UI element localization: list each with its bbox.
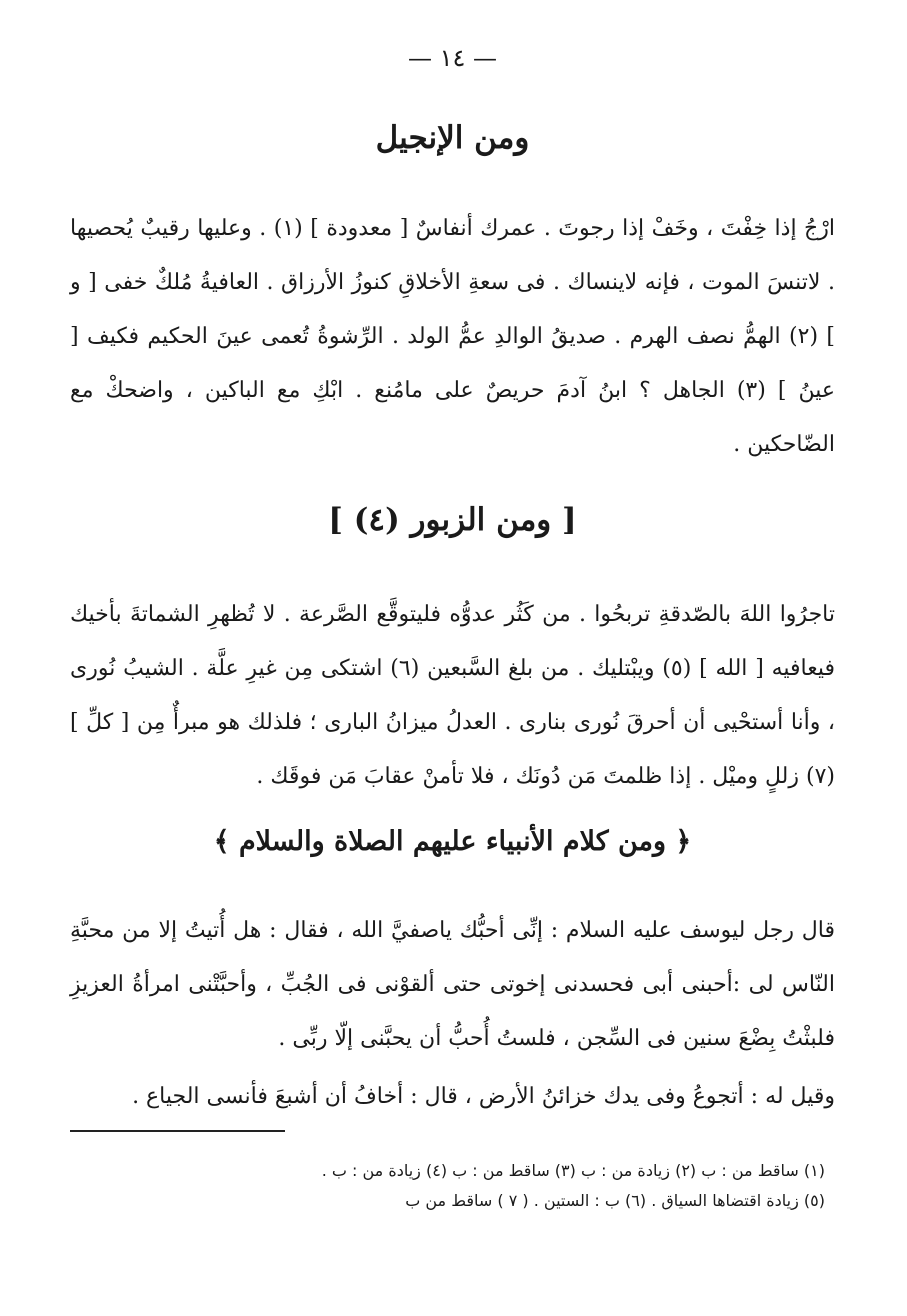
footnote-line-2: (٥) زيادة اقتضاها السياق . (٦) ب : الستين . ( ٧ ) ساقط من ب [405, 1191, 825, 1210]
section-title-injil: ومن الإنجيل [375, 120, 530, 156]
paragraph-hunger: وقيل له : أتجوعُ وفى يدك خزائنُ الأرض ، قال : أخافُ أن أشبعَ فأنسى الجياع . [132, 1084, 835, 1109]
footnote-line-1: (١) ساقط من : ب (٢) زيادة من : ب (٣) ساقط من : ب (٤) زيادة من : ب . [321, 1161, 825, 1180]
section-title-prophets: ﴿ ومن كلام الأنبياء عليهم الصلاة والسلام ﴾ [213, 826, 692, 857]
footnotes [70, 1156, 825, 1216]
paragraph-yusuf: قال رجل ليوسف عليه السلام : إنِّى أحبُّك ياصفيَّ الله ، فقال : هل أُتيتُ إلا من محبَّةِ النّاس لى :أحبنى أبى فحسدنى إخوتى حتى ألقوْنى فى الجُبِّ ، وأحبَّتْنى امرأةُ العزيزِ فلبثْتُ بِضْعَ سنين فى السِّجن ، فلستُ أُحبُّ أن يحبَّنى إلّا ربِّى . [70, 918, 835, 1051]
footnote-rule [70, 1130, 285, 1132]
page-number: — ١٤ — [407, 44, 498, 72]
section-title-zabur: [ ومن الزبور (٤) ] [328, 502, 577, 538]
paragraph-injil: ارْجُ إذا خِفْتَ ، وخَفْ إذا رجوتَ . عمرك أنفاسٌ [ معدودة ] (١) . وعليها رقيبٌ يُحصيها . لاتنسَ الموت ، فإنه لاينساك . فى سعةِ الأخلاقِ كنوزُ الأرزاق . العافيةُ مُلكٌ خفى [ و ] (٢) الهمُّ نصف الهرم . صديقُ الوالدِ عمُّ الولد . الرِّشوةُ تُعمى عينَ الحكيم فكيف [ عينُ ] (٣) الجاهل ؟ ابنُ آدمَ حريصٌ على مامُنع . ابْكِ مع الباكين ، واضحكْ مع الضّاحكين . [70, 216, 835, 457]
book-page [70, 30, 835, 1290]
paragraph-zabur: تاجرُوا اللهَ بالصّدقةِ تربحُوا . من كَثُر عدوُّه فليتوقَّع الصَّرعة . لا تُظهرِ الشماتةَ بأخيك فيعافيه [ الله ] (٥) ويبْتليك . من بلغ السَّبعين (٦) اشتكى مِن غيرِ علَّة . الشيبُ نُورى ، وأنا أستحْيى أن أحرقَ نُورى بنارى . العدلُ ميزانُ البارى ؛ فلذلك هو مبرأٌ مِن [ كلِّ ] (٧) زللٍ وميْل . إذا ظلمتَ مَن دُونَك ، فلا تأمنْ عقابَ مَن فوقَك . [70, 602, 835, 789]
